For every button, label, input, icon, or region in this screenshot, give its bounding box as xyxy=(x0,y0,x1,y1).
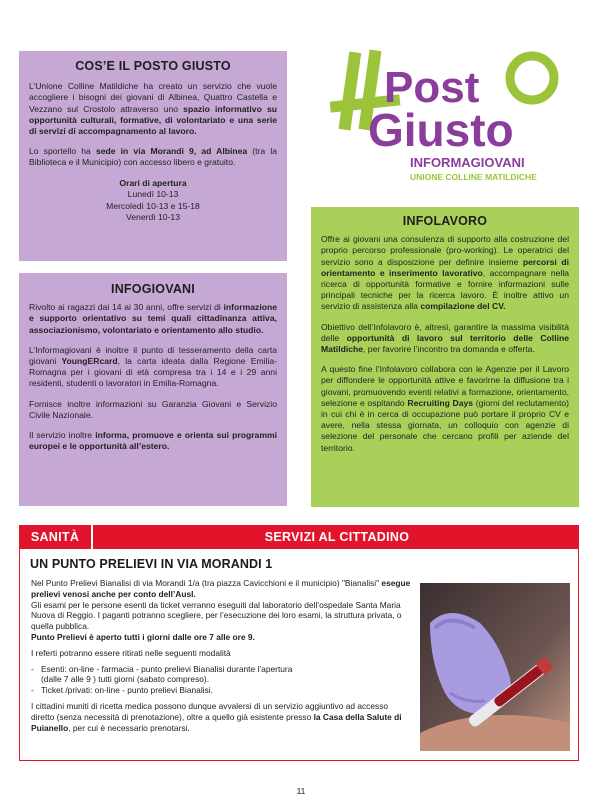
logo-ring-icon xyxy=(510,56,554,100)
bold-text: informazione e supporto orientativo su temi quali cittadinanza attiva, associazionismo, volontariato e orientamento allo studio. xyxy=(29,302,277,335)
paragraph xyxy=(29,430,277,452)
paragraph xyxy=(31,578,411,600)
text: Il servizio inoltre xyxy=(29,430,96,441)
logo-word-post: Post xyxy=(384,63,480,112)
paragraph xyxy=(29,345,277,390)
post-giusto-logo xyxy=(330,40,580,200)
paragraph xyxy=(31,701,411,733)
hours-line: Venerdì 10-13 xyxy=(126,212,180,223)
paragraph xyxy=(321,322,569,356)
text: , accompagnare nella ricerca di opportunità formative e fornire informazioni sulle principali tecniche per la ricerca lavoro. È inoltre attivo un servizio di assistenza alla xyxy=(321,267,570,312)
article-title: UN PUNTO PRELIEVI IN VIA MORANDI 1 xyxy=(30,557,273,571)
banner-sanita: SANITÀ xyxy=(19,525,93,549)
text: A questo fine l’Infolavoro collabora con le Agenzie per il Lavoro per diffondere le opportunità attive e favorirne la diffusione tra i giovani, promuovendo eventi relativi a formazione, orientamento, selezione e ospitando xyxy=(321,364,569,408)
paragraph xyxy=(31,632,411,643)
text: L’Unione Colline Matildiche ha creato un servizio che vuole accogliere i bisogni dei giovani di Albinea, Quattro Castella e Vezzano sul Crostolo attraverso uno xyxy=(29,81,277,114)
hours-title: Orari di apertura xyxy=(119,177,187,188)
logo-word-giusto: Giusto xyxy=(368,104,514,156)
section-cose-posto-giusto xyxy=(19,51,287,261)
banner-servizi: SERVIZI AL CITTADINO xyxy=(264,530,410,544)
paragraph xyxy=(321,364,569,454)
list-item: - Esenti: on-line - farmacia - punto prelievi Bianalisi durante l’apertura (dalle 7 alle 9 ) tutti giorni (sabato compreso). xyxy=(31,663,293,685)
paragraph xyxy=(29,146,277,168)
hours-line: Mercoledì 10-13 e 15-18 xyxy=(106,200,200,211)
article-punto-prelievi xyxy=(19,549,579,761)
text: Offre ai giovani una consulenza di supporto alla costruzione del proprio percorso professionale (pro-working). Le operatrici del servizio sono a disposizione per definire insieme xyxy=(321,234,569,267)
text: L’Informagiovani è inoltre il punto di tesseramento della carta giovani xyxy=(29,344,277,367)
bold-text: la Casa della Salute di Puianello xyxy=(31,711,402,733)
opening-hours xyxy=(29,178,277,224)
paragraph: Gli esami per le persone esenti da ticket verranno eseguiti dal laboratorio dell’ospedale Santa Maria Nuova di Reggio. I paganti potranno scegliere, per l’esecuzione dei loro esami, la struttura privata, o quella pubblica. xyxy=(31,599,402,632)
bold-text: sede in via Morandi 9, ad Albinea xyxy=(95,146,248,157)
text: (dalle 7 alle 9 ) tutti giorni (sabato compreso). xyxy=(41,674,210,685)
section-banner xyxy=(19,525,579,549)
bold-text: percorsi di orientamento e inserimento lavorativo xyxy=(321,256,569,278)
bold-text: spazio informativo su opportunità culturali, formative, di volontariato e una serie di servizi di accompagnamento al lavoro. xyxy=(29,103,277,137)
text: Lo sportello ha xyxy=(29,146,96,157)
text: Ticket /privati: on-line - punto prelievi Bianalisi. xyxy=(41,685,213,696)
bold-text: opportunità di lavoro sul territorio delle Colline Matildiche xyxy=(321,332,569,355)
bold-text: compilazione del CV. xyxy=(420,301,506,312)
text: (giorni del reclutamento) in cui chi è in cerca di occupazione può portare il proprio CV e avere, nella stessa giornata, un colloquio con agenzie di selezione del personale che cercano profili per aziende del territorio. xyxy=(321,397,569,453)
blood-test-photo xyxy=(420,583,570,751)
paragraph xyxy=(29,81,277,137)
hours-line: Lunedì 10-13 xyxy=(127,189,179,200)
text: , per favorire l’incontro tra domanda e offerta. xyxy=(363,344,535,355)
bold-text: YoungERcard xyxy=(61,356,118,367)
section-title: INFOLAVORO xyxy=(402,214,488,228)
bold-text: Recruiting Days xyxy=(407,397,474,408)
list xyxy=(31,664,411,696)
text: Rivolto ai ragazzi dai 14 ai 30 anni, offre servizi di xyxy=(29,302,224,313)
logo-line-unione: UNIONE COLLINE MATILDICHE xyxy=(410,172,537,182)
text: Esenti: on-line - farmacia - punto prelievi Bianalisi durante l’apertura xyxy=(41,663,293,674)
paragraph xyxy=(29,302,277,336)
section-infogiovani xyxy=(19,273,287,506)
section-title: INFOGIOVANI xyxy=(111,282,195,296)
paragraph: Fornisce inoltre informazioni su Garanzia Giovani e Servizio Civile Nazionale. xyxy=(29,398,277,420)
bold-text: esegue prelievi venosi anche per conto dell’Ausl. xyxy=(31,578,411,599)
logo-line-informagiovani: INFORMAGIOVANI xyxy=(410,155,525,170)
list-item: - Ticket /privati: on-line - punto prelievi Bianalisi. xyxy=(31,685,213,696)
text: Nel Punto Prelievi Bianalisi di via Morandi 1/a (tra piazza Cavicchioni e il municipio) "Bianalisi" xyxy=(31,578,382,588)
text: , la carta ideata dalla Regione Emilia-Romagna per i giovani di età compresa tra i 14 e i 29 anni residenti, studenti o lavoratori in Emilia-Romagna. xyxy=(29,356,278,389)
bold-text: informa, promuove e orienta sui programmi europei e le opportunità all’estero. xyxy=(29,430,277,452)
bold-text: Punto Prelievi è aperto tutti i giorni dalle ore 7 alle ore 9. xyxy=(31,631,255,642)
page-number: 11 xyxy=(296,786,306,796)
text: (tra la Biblioteca e il Municipio) con accesso libero e gratuito. xyxy=(29,146,278,168)
section-infolavoro xyxy=(311,207,579,507)
text: , per cui è necessario prenotarsi. xyxy=(68,722,190,733)
text: I cittadini muniti di ricetta medica possono dunque avvalersi di un servizio aggiuntivo ad accesso diretto (senza necessità di prenotazione), oltre a quello già esistente presso xyxy=(31,700,389,722)
paragraph: I referti potranno essere ritirati nelle seguenti modalità xyxy=(31,647,231,658)
section-title: COS’E IL POSTO GIUSTO xyxy=(75,59,231,73)
article-body xyxy=(31,578,411,738)
text: Obiettivo dell’Infolavoro è, altresì, garantire la massima visibilità delle xyxy=(321,321,569,343)
paragraph xyxy=(321,234,569,312)
